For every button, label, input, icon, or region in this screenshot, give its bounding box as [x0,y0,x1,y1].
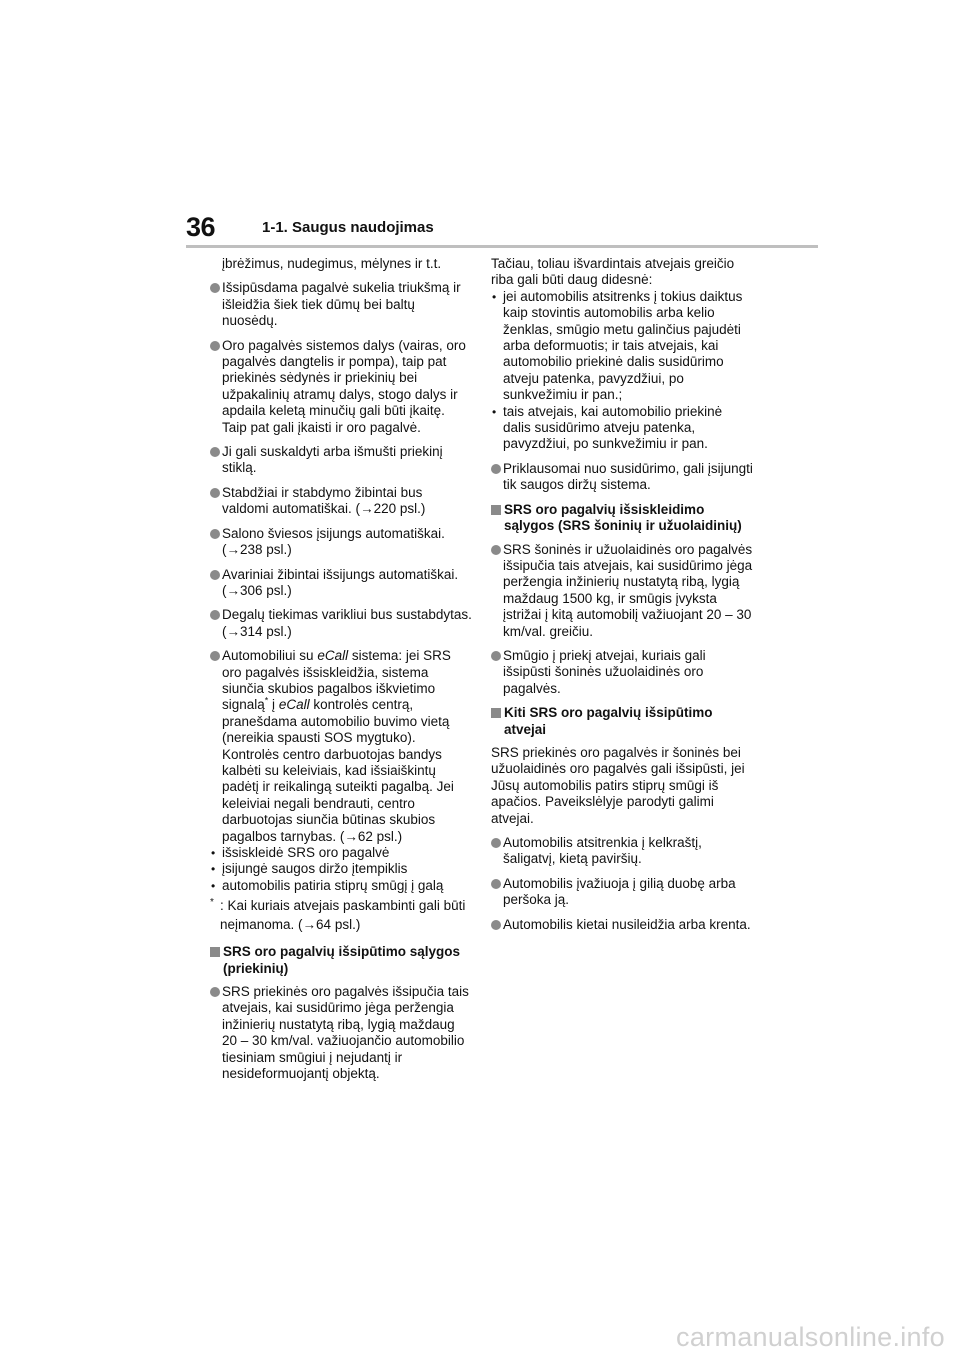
list-item: • įsijungė saugos diržo įtempiklis [210,861,472,877]
bullet-icon [491,838,501,848]
square-bullet-icon [491,505,501,515]
page-number: 36 [186,212,216,242]
footnote: * : Kai kuriais atvejais paskambinti gali būti neįmanoma. (→64 psl.) [210,897,466,933]
subsection-heading: SRS oro pagalvių išsiskleidimo sąlygos (SRS šoninių ir užuolaidinių) [491,502,753,535]
bullet-icon [210,570,220,580]
continued-text: įbrėžimus, nudegimus, mėlynes ir t.t. [222,256,442,271]
bullet-icon [210,987,220,997]
watermark: carmanualsonline.info [676,1322,945,1352]
right-column [491,256,753,941]
list-item: Degalų tiekimas varikliui bus sustabdytas. (→314 psl.) [210,607,472,640]
list-item: Avariniai žibintai išsijungs automatiškai. (→306 psl.) [210,567,472,600]
bullet-icon [210,488,220,498]
list-item: Ji gali suskaldyti arba išmušti priekinį stiklą. [210,444,472,477]
list-item: • jei automobilis atsitrenks į tokius daiktus kaip stovintis automobilis arba kelio ženklas, smūgio metu galinčius pajudėti arba deformuotis; ir tais atvejais, kai automobilio priekinė dalis susidūrimo atveju patenka, pavyzdžiui, po sunkvežimiu ir pan.; [491,289,753,404]
section-title: 1-1. Saugus naudojimas [262,219,434,236]
bullet-icon [491,651,501,661]
footnote-marker: * [264,695,269,706]
square-bullet-icon [491,708,501,718]
square-bullet-icon [210,947,220,957]
list-item: Priklausomai nuo susidūrimo, gali įsijungti tik saugos diržų sistema. [491,461,753,494]
bullet-icon [210,610,220,620]
list-item: Automobilis kietai nusileidžia arba krenta. [491,917,753,933]
ecall-conditions-list [210,845,472,894]
paragraph: SRS priekinės oro pagalvės ir šoninės bei užuolaidinės oro pagalvės gali išsipūsti, jei Jūsų automobilis patirs stiprų smūgi iš apačios. Paveikslėlyje parodyti galimi atvejai. [491,744,745,826]
bullet-icon [491,879,501,889]
list-item: SRS priekinės oro pagalvės išsipučia tais atvejais, kai susidūrimo jėga peržengia inžinierių nustatytą ribą, lygią maždaug 20 – 30 km/val. važiuojančio automobilio tiesiniam smūgiui į nejudantį ir nesideformuojantį objektą. [210,984,472,1082]
bullet-icon [210,341,220,351]
list-item: • išsiskleidė SRS oro pagalvė [210,845,472,861]
page-reference-link[interactable]: →238 psl.) [226,542,292,558]
paragraph: Tačiau, toliau išvardintais atvejais greičio riba gali būti daug didesnė: [491,256,735,288]
list-item: Automobilis atsitrenkia į kelkraštį, šaligatvį, kietą paviršių. [491,835,753,868]
list-item: • automobilis patiria stiprų smūgį į galą [210,878,472,894]
page-reference-link[interactable]: →62 psl.) [344,828,403,844]
bullet-icon [210,447,220,457]
list-item-ecall: Automobiliui su eCall sistema: jei SRS oro pagalvės išsiskleidžia, sistema siunčia skubios pagalbos iškvietimo signalą* į eCall kontrolės centrą, pranešdama automobilio buvimo vietą (nereikia spausti SOS mygtuko). Kontrolės centro darbuotojas bandys kalbėti su keleiviais, kad išsiaiškintų padėtį ir reikalingą suteikti pagalbą. Jei keleiviai negali bendrauti, centro darbuotojas siunčia būtinas skubios pagalbos tarnybas. (→62 psl.) [210,648,472,845]
left-column [210,256,472,1090]
subsection-heading: Kiti SRS oro pagalvių išsipūtimo atvejai [491,705,753,738]
bullet-icon [491,920,501,930]
bullet-icon [210,283,220,293]
header-divider [186,245,818,248]
bullet-icon [210,529,220,539]
bullet-icon [491,464,501,474]
bullet-icon [210,651,220,661]
speed-cases-list [491,289,753,453]
list-item: Smūgio į priekį atvejai, kuriais gali išsipūsti šoninės užuolaidinės oro pagalvės. [491,648,753,697]
list-item: Salono šviesos įsijungs automatiškai. (→238 psl.) [210,526,472,559]
list-item: Stabdžiai ir stabdymo žibintai bus valdomi automatiškai. (→220 psl.) [210,485,472,518]
subsection-heading: SRS oro pagalvių išsipūtimo sąlygos (priekinių) [210,944,472,977]
list-item: • tais atvejais, kai automobilio priekinė dalis susidūrimo atveju patenka, pavyzdžiui, po sunkvežimiu ir pan. [491,404,753,453]
list-item: Išsipūsdama pagalvė sukelia triukšmą ir išleidžia šiek tiek dūmų bei baltų nuosėdų. [210,280,472,329]
list-item: Oro pagalvės sistemos dalys (vairas, oro pagalvės dangtelis ir pompa), taip pat priekinės sėdynės ir priekinių bei užpakalinių atramų dalys, stogo dalys ir apdaila keletą minučių gali būti įkaitę. Taip pat gali įkaisti ir oro pagalvė. [210,338,472,436]
page-reference-link[interactable]: →314 psl.) [226,623,292,639]
list-item: SRS šoninės ir užuolaidinės oro pagalvės išsipučia tais atvejais, kai susidūrimo jėga peržengia inžinierių nustatytą ribą, lygią maždaug 1500 kg, ir smūgis įvyksta įstrižai į kitą automobilį važiuojant 20 – 30 km/val. greičiu. [491,542,753,640]
page-reference-link[interactable]: →220 psl.) [360,501,426,517]
page-reference-link[interactable]: →64 psl.) [302,917,361,933]
page-reference-link[interactable]: →306 psl.) [226,582,292,598]
list-item: Automobilis įvažiuoja į gilią duobę arba peršoka ją. [491,876,753,909]
bullet-icon [491,545,501,555]
